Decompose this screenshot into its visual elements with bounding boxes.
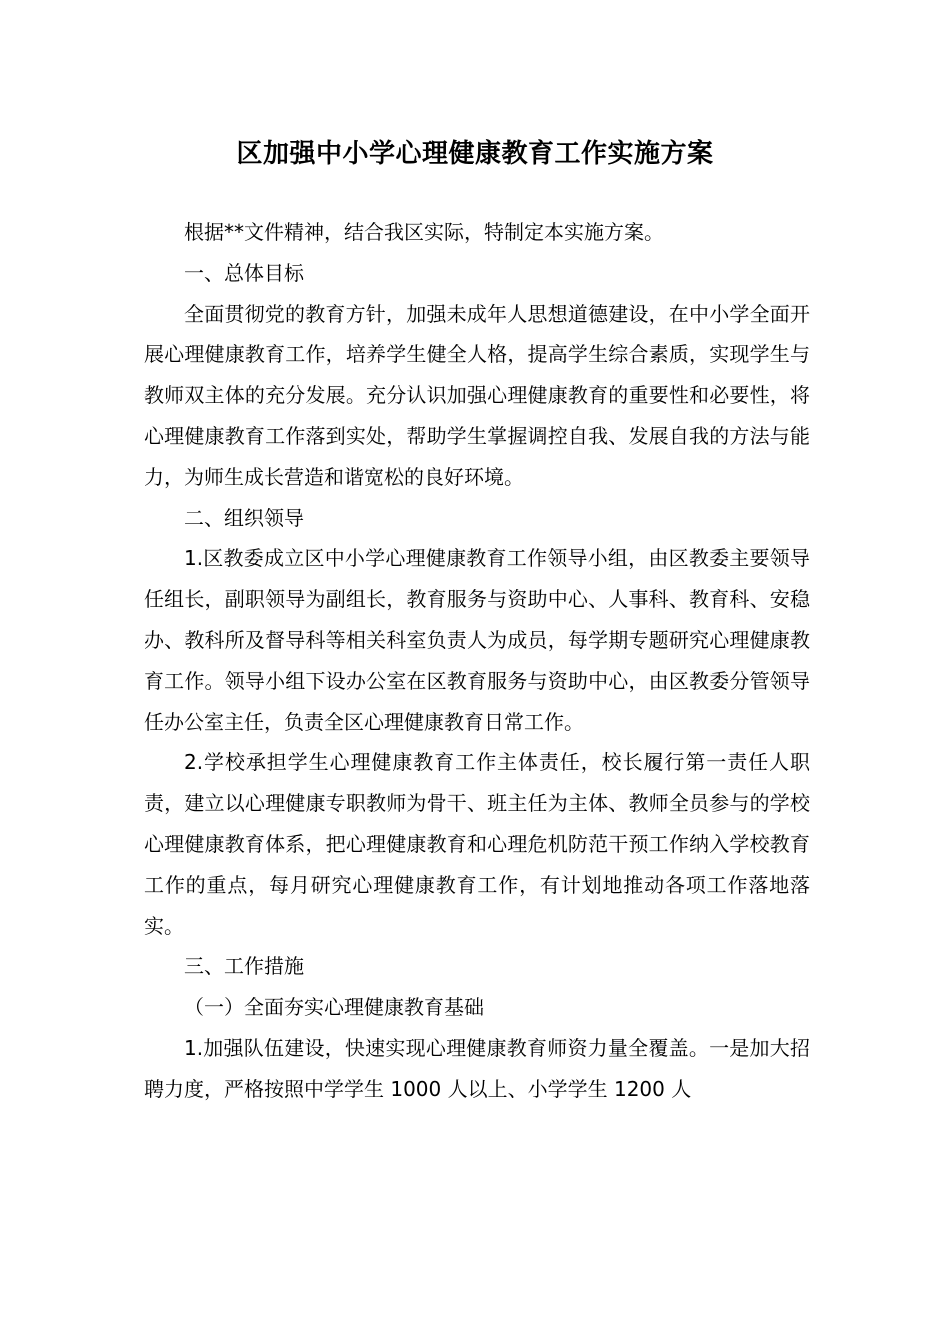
document-body (144, 212, 810, 1110)
paragraph-measures-1: 1.加强队伍建设，快速实现心理健康教育师资力量全覆盖。一是加大招聘力度，严格按照中学学生 1000 人以上、小学学生 1200 人 (144, 1035, 810, 1101)
document-title: 区加强中小学心理健康教育工作实施方案 (236, 139, 714, 169)
subsection-heading-foundation: （一）全面夯实心理健康教育基础 (184, 995, 484, 1020)
paragraph-organization-1: 1.区教委成立区中小学心理健康教育工作领导小组，由区教委主要领导任组长，副职领导为副组长，教育服务与资助中心、人事科、教育科、安稳办、教科所及督导科等相关科室负责人为成员，每学期专题研究心理健康教育工作。领导小组下设办公室在区教育服务与资助中心，由区教委分管领导任办公室主任，负责全区心理健康教育日常工作。 (144, 546, 810, 734)
paragraph-organization-2: 2.学校承担学生心理健康教育工作主体责任，校长履行第一责任人职责，建立以心理健康专职教师为骨干、班主任为主体、教师全员参与的学校心理健康教育体系，把心理健康教育和心理危机防范干预工作纳入学校教育工作的重点，每月研究心理健康教育工作，有计划地推动各项工作落地落实。 (144, 750, 810, 938)
section-heading-overall-goal: 一、总体目标 (184, 260, 304, 285)
paragraph-intro: 根据**文件精神，结合我区实际，特制定本实施方案。 (184, 220, 664, 244)
section-heading-organization: 二、组织领导 (184, 505, 304, 530)
section-heading-measures: 三、工作措施 (184, 954, 304, 979)
paragraph-overall-goal: 全面贯彻党的教育方针，加强未成年人思想道德建设，在中小学全面开展心理健康教育工作，培养学生健全人格，提高学生综合素质，实现学生与教师双主体的充分发展。充分认识加强心理健康教育的重要性和必要性，将心理健康教育工作落到实处，帮助学生掌握调控自我、发展自我的方法与能力，为师生成长营造和谐宽松的良好环境。 (144, 301, 810, 489)
